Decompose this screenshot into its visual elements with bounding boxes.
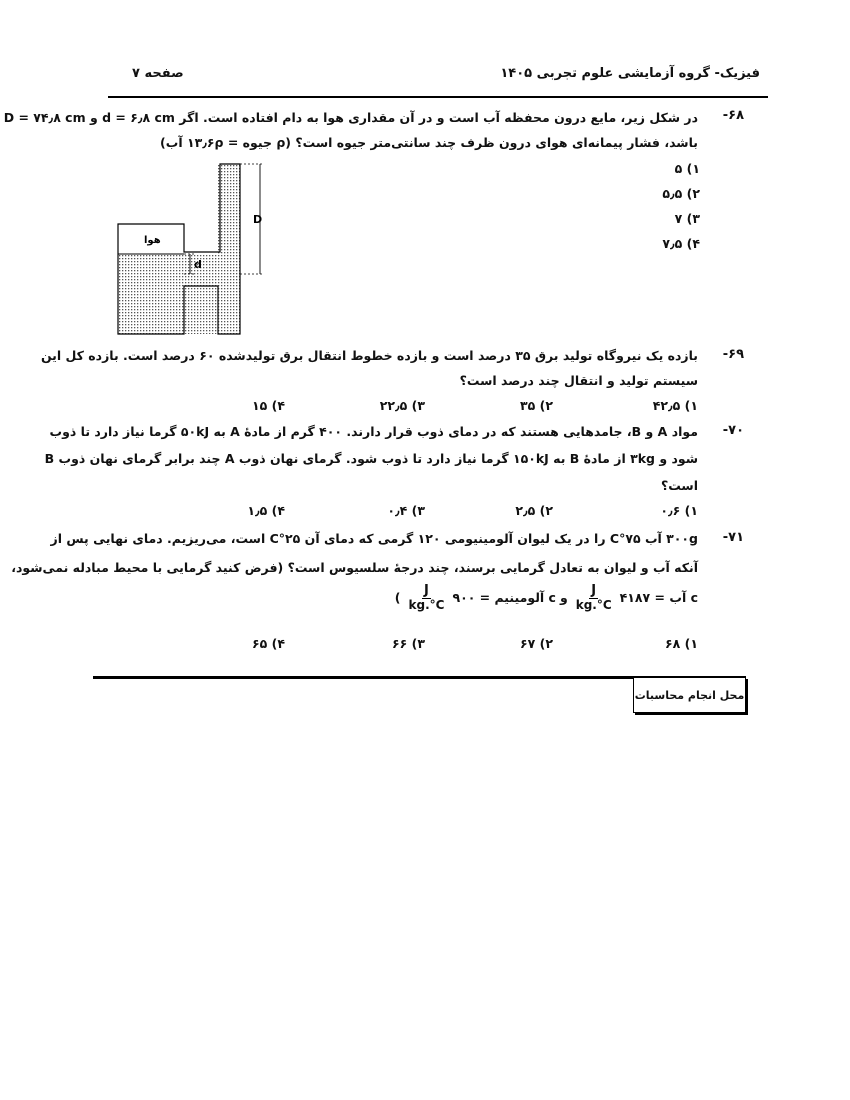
formula-c-aluminium: c آلومینیم = ۹۰۰ [452, 590, 556, 606]
figure-air-label: هوا [144, 235, 161, 246]
page-number: صفحه ۷ [132, 66, 184, 81]
question-71-option-3: ۳) ۶۶ [392, 636, 425, 651]
question-71-line-2: آنکه آب و لیوان به تعادل گرمایی برسند، چند درجهٔ سلسیوس است؟ (فرض کنید گرمایی با محیط مبادله نمی‌شود، [11, 560, 698, 575]
question-68-option-1: ۱) ۵ [674, 161, 700, 176]
question-71-number: -۷۱ [722, 530, 744, 545]
question-71-formula [395, 584, 698, 611]
question-71-option-1: ۱) ۶۸ [665, 636, 698, 651]
formula-and: و [559, 590, 568, 606]
figure-D-label: D [253, 213, 263, 226]
question-69-option-3: ۳) ۲۲٫۵ [379, 398, 425, 413]
question-69-number: -۶۹ [722, 347, 744, 362]
question-70-line-3: است؟ [660, 478, 698, 493]
question-70-line-2: شود و ۳kg از مادهٔ B به ۱۵۰kJ گرما نیاز دارد تا ذوب شود. گرمای نهان ذوب A چند برابر گرمای نهان ذوب B [44, 451, 698, 466]
calculation-area-label: محل انجام محاسبات [633, 677, 746, 713]
figure-d-label: d [194, 258, 202, 271]
question-69-option-4: ۴) ۱۵ [252, 398, 285, 413]
formula-close-paren: ) [394, 590, 401, 606]
question-70-line-1: مواد A و B، جامدهایی هستند که در دمای ذوب قرار دارند. ۴۰۰ گرم از مادهٔ A به ۵۰kJ گرما نیاز دارد تا ذوب [49, 424, 698, 439]
question-70-option-4: ۴) ۱٫۵ [247, 503, 285, 518]
page-header-title: فیزیک- گروه آزمایشی علوم تجربی ۱۴۰۵ [500, 66, 760, 81]
formula-c-water: c آب = ۴۱۸۷ [619, 590, 698, 606]
formula-unit-1-den: kg.°C [575, 597, 612, 612]
question-68-number: -۶۸ [722, 108, 744, 123]
header-divider [108, 96, 768, 98]
vessel-water-fill [118, 164, 240, 334]
question-68-option-3: ۳) ۷ [674, 211, 700, 226]
formula-unit-2-den: kg.°C [408, 597, 445, 612]
question-71-option-4: ۴) ۶۵ [252, 636, 285, 651]
question-68-line-2: باشد، فشار پیمانه‌ای هوای درون ظرف چند سانتی‌متر جیوه است؟ (ρ جیوه = ۱۳٫۶ρ آب) [160, 135, 698, 150]
question-69-line-1: بازده یک نیروگاه تولید برق ۳۵ درصد است و بازده خطوط انتقال برق تولیدشده ۶۰ درصد است. بازده کل این [40, 348, 698, 363]
question-70-number: -۷۰ [722, 423, 744, 438]
question-68-figure [110, 150, 280, 340]
question-68-option-4: ۴) ۷٫۵ [662, 236, 700, 251]
question-70-option-3: ۳) ۰٫۴ [387, 503, 425, 518]
question-69-line-2: سیستم تولید و انتقال چند درصد است؟ [459, 373, 698, 388]
question-71-line-1: ۳۰۰g آب ۷۵°C را در یک لیوان آلومینیومی ۱۲۰ گرمی که دمای آن ۲۵°C است، می‌ریزیم. دمای نهایی پس از [50, 531, 698, 546]
formula-unit-1-num: J [591, 583, 597, 598]
question-70-option-2: ۲) ۲٫۵ [515, 503, 553, 518]
question-70-option-1: ۱) ۰٫۶ [660, 503, 698, 518]
formula-unit-2 [407, 584, 447, 611]
question-69-option-1: ۱) ۴۲٫۵ [652, 398, 698, 413]
question-68-line-1: در شکل زیر، مایع درون محفظه آب است و در آن مقداری هوا به دام افتاده است. اگر d = ۶٫۸ cm و D = ۷۴٫۸ cm [3, 110, 698, 125]
formula-unit-1 [574, 584, 614, 611]
question-71-option-2: ۲) ۶۷ [520, 636, 553, 651]
question-69-option-2: ۲) ۳۵ [520, 398, 553, 413]
question-68-option-2: ۲) ۵٫۵ [662, 186, 700, 201]
formula-unit-2-num: J [424, 583, 429, 598]
